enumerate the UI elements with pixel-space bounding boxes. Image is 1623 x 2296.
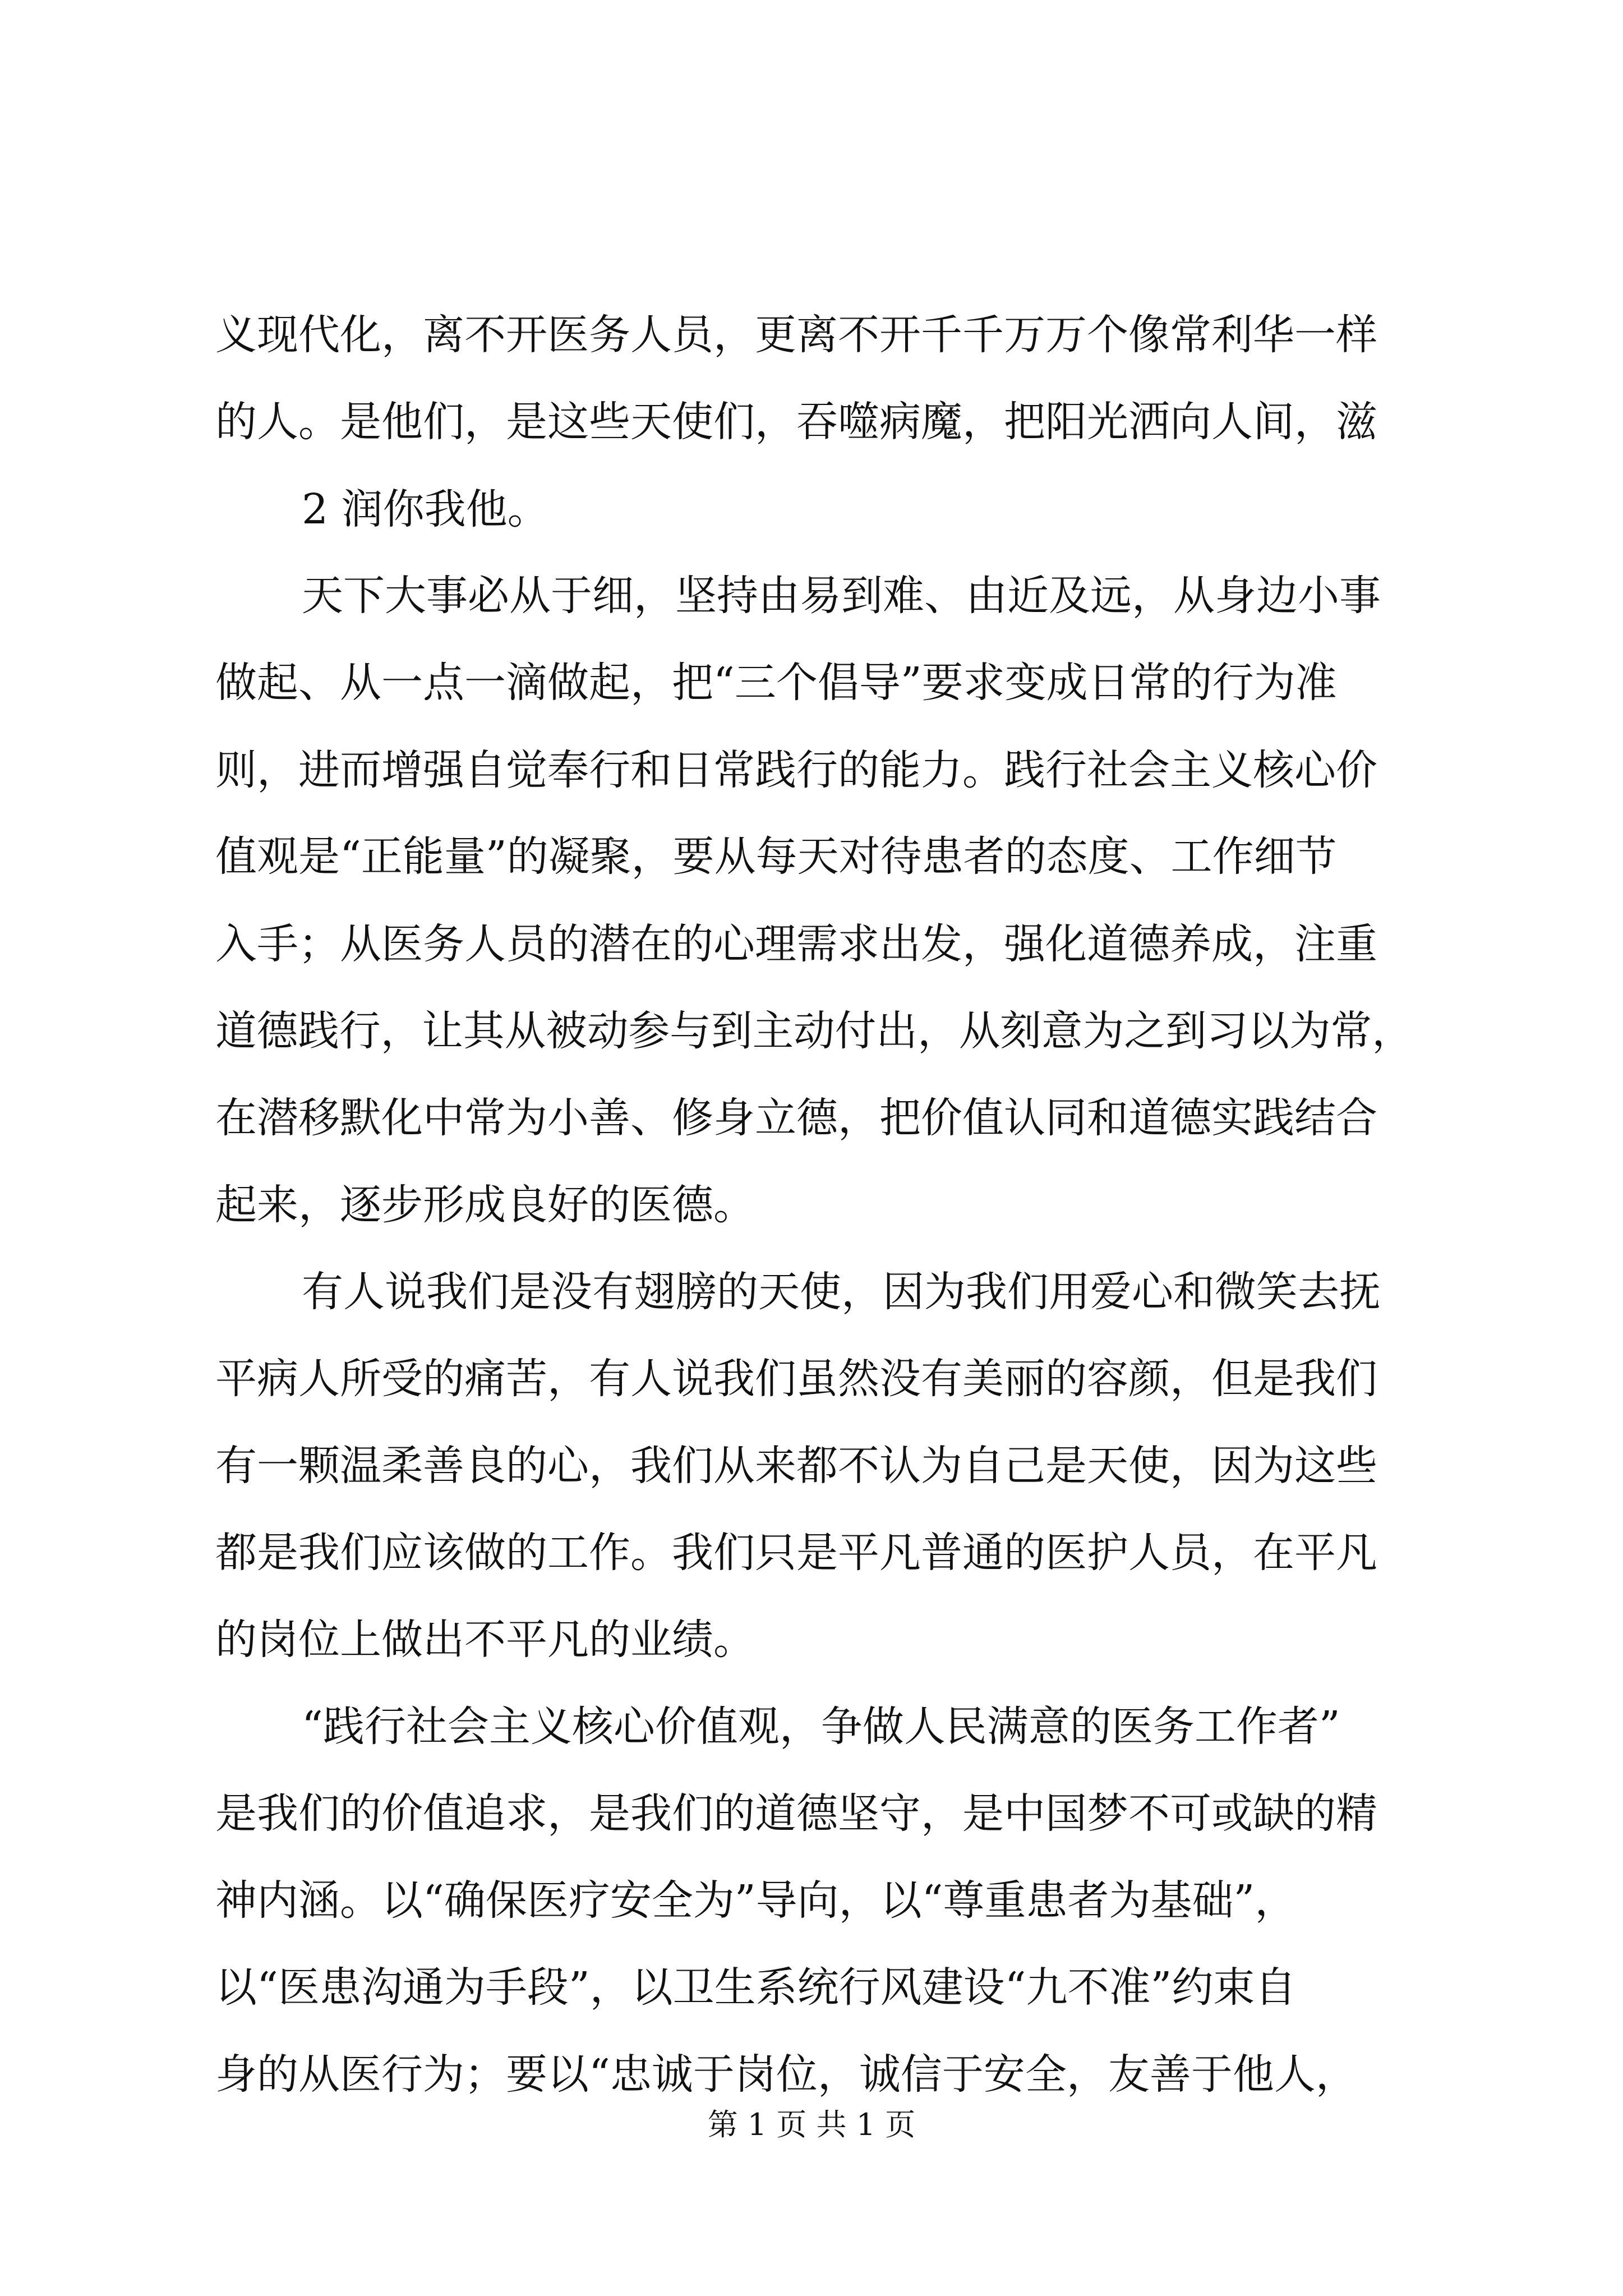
text-line-content: 平病人所受的痛苦，有人说我们虽然没有美丽的容颜，但是我们 [215,1355,1377,1403]
text-line-content: 道德践行，让其从被动参与到主动付出，从刻意为之到习以为常， [215,1007,1413,1055]
text-line-content: 做起、从一点一滴做起，把“三个倡导”要求变成日常的行为准 [215,659,1337,707]
text-line-content: 的岗位上做出不平凡的业绩。 [215,1616,755,1664]
page-footer [0,2102,1623,2147]
text-line-content: 义现代化，离不开医务人员，更离不开千千万万个像常利华一样 [215,311,1377,359]
text-line-content: 起来，逐步形成良好的医德。 [215,1181,755,1229]
text-line-content: 身的从医行为；要以“忠诚于岗位，诚信于安全，友善于他人， [215,2050,1357,2099]
text-line-content: 天下大事必从于细，坚持由易到难、由近及远，从身边小事 [302,572,1381,620]
text-line-content: 都是我们应该做的工作。我们只是平凡普通的医护人员，在平凡 [215,1529,1377,1577]
text-line-content: 2 润你我他。 [302,485,549,533]
page-number-label: 第 1 页 共 1 页 [707,2107,916,2142]
text-line-content: 则，进而增强自觉奉行和日常践行的能力。践行社会主义核心价 [215,746,1377,794]
text-line-content: 值观是“正能量”的凝聚，要从每天对待患者的态度、工作细节 [215,832,1337,881]
text-line-content: 神内涵。以“确保医疗安全为”导向，以“尊重患者为基础”， [215,1876,1297,1925]
text-line-content: “践行社会主义核心价值观，争做人民满意的医务工作者” [302,1703,1340,1751]
text-line-content: 是我们的价值追求，是我们的道德坚守，是中国梦不可或缺的精 [215,1789,1377,1838]
text-line-content: 的人。是他们，是这些天使们，吞噬病魔，把阳光洒向人间，滋 [215,398,1377,446]
text-line-content: 入手；从医务人员的潜在的心理需求出发，强化道德养成，注重 [215,920,1377,968]
text-line-content: 以“医患沟通为手段”，以卫生系统行风建设“九不准”约束自 [215,1963,1297,2012]
text-line-content: 有人说我们是没有翅膀的天使，因为我们用爱心和微笑去抚 [302,1268,1381,1316]
text-line-content: 在潜移默化中常为小善、修身立德，把价值认同和道德实践结合 [215,1094,1377,1142]
text-line-content: 有一颗温柔善良的心，我们从来都不认为自己是天使，因为这些 [215,1442,1377,1490]
